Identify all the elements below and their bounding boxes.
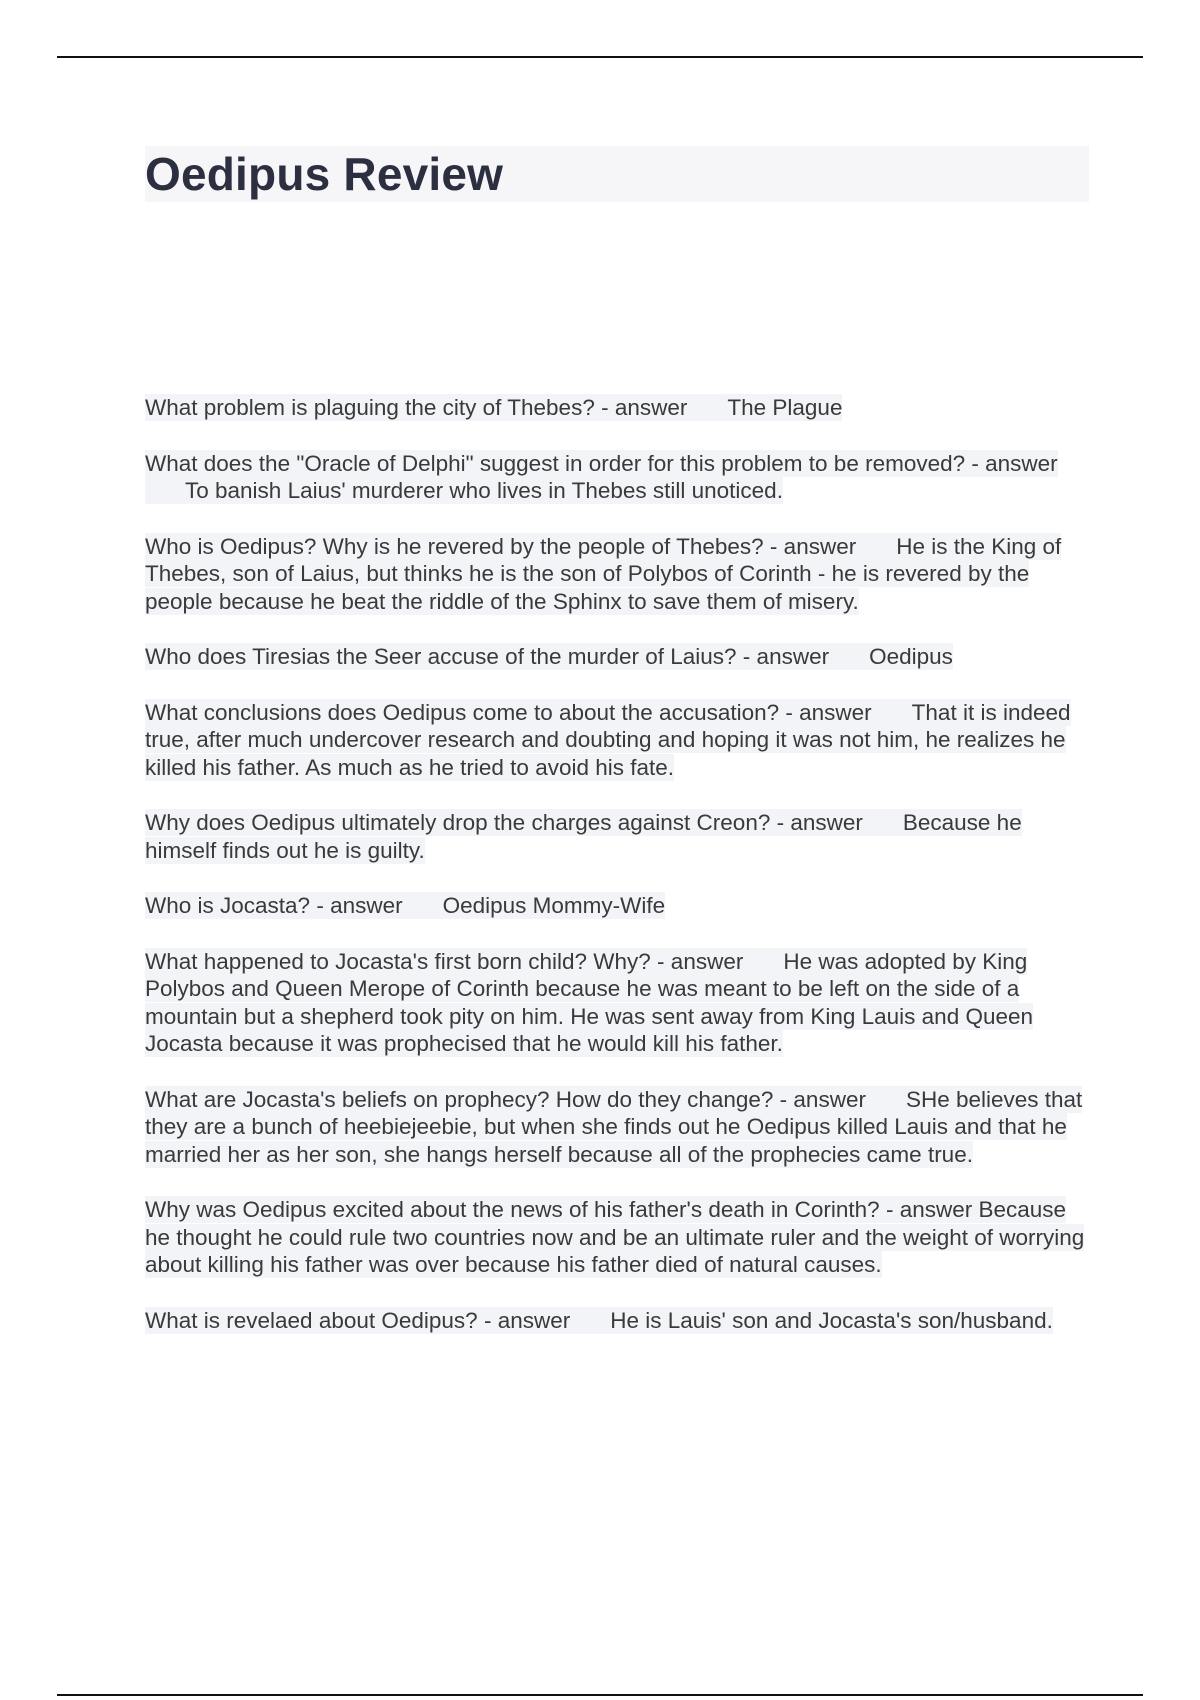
qa-answer: The Plague xyxy=(727,395,843,420)
qa-answer: Oedipus Mommy-Wife xyxy=(442,893,666,918)
qa-question: Who is Oedipus? Why is he revered by the people of Thebes? - answer xyxy=(145,533,857,559)
qa-item xyxy=(145,809,1090,864)
qa-answer: To banish Laius' murderer who lives in Thebes still unoticed. xyxy=(185,478,783,503)
top-rule xyxy=(57,56,1143,58)
qa-item xyxy=(145,1086,1090,1169)
qa-list xyxy=(145,394,1090,1362)
qa-answer: SHe believes that they are a bunch of heebiejeebie, but when she finds out he Oedipus killed Lauis and that he married her as her son, she hangs herself because all of the prophecies came true. xyxy=(145,1086,1083,1167)
qa-question: What problem is plaguing the city of Thebes? - answer xyxy=(145,395,688,420)
qa-question: What are Jocasta's beliefs on prophecy? How do they change? - answer xyxy=(145,1086,866,1112)
qa-answer: That it is indeed true, after much undercover research and doubting and hoping it was not him, he realizes he killed his father. As much as he tried to avoid his fate. xyxy=(145,699,1071,780)
qa-item xyxy=(145,450,1090,505)
qa-answer: He is the King of Thebes, son of Laius, but thinks he is the son of Polybos of Corinth - he is revered by the people because he beat the riddle of the Sphinx to save them of misery. xyxy=(145,533,1062,614)
qa-item xyxy=(145,699,1090,782)
qa-item xyxy=(145,394,1090,422)
qa-question: What conclusions does Oedipus come to about the accusation? - answer xyxy=(145,699,872,725)
qa-answer: Because he himself finds out he is guilty. xyxy=(145,810,1022,863)
qa-question: What does the "Oracle of Delphi" suggest in order for this problem to be removed? - answer xyxy=(145,450,1058,476)
qa-question: Why does Oedipus ultimately drop the charges against Creon? - answer xyxy=(145,810,863,835)
qa-answer: He is Lauis' son and Jocasta's son/husband. xyxy=(610,1307,1053,1333)
qa-question: Who is Jocasta? - answer xyxy=(145,893,403,918)
qa-item xyxy=(145,643,1090,671)
qa-item xyxy=(145,948,1090,1058)
bottom-rule xyxy=(57,1694,1143,1696)
qa-item xyxy=(145,1196,1090,1279)
qa-answer: Because he thought he could rule two countries now and be an ultimate ruler and the weight of worrying about killing his father was over because his father died of natural causes. xyxy=(145,1197,1085,1277)
document-title: Oedipus Review xyxy=(145,148,504,200)
qa-item xyxy=(145,1307,1090,1335)
qa-question: Why was Oedipus excited about the news of his father's death in Corinth? - answer xyxy=(145,1197,973,1222)
qa-question: Who does Tiresias the Seer accuse of the murder of Laius? - answer xyxy=(145,644,830,669)
qa-question: What happened to Jocasta's first born child? Why? - answer xyxy=(145,948,744,974)
qa-answer: Oedipus xyxy=(869,644,953,669)
qa-item xyxy=(145,533,1090,616)
qa-item xyxy=(145,892,1090,920)
qa-answer: He was adopted by King Polybos and Queen Merope of Corinth because he was meant to be left on the side of a mountain but a shepherd took pity on him. He was sent away from King Lauis and Queen Jocasta because it was prophecised that he would kill his father. xyxy=(145,948,1034,1056)
qa-question: What is revelaed about Oedipus? - answer xyxy=(145,1307,571,1333)
